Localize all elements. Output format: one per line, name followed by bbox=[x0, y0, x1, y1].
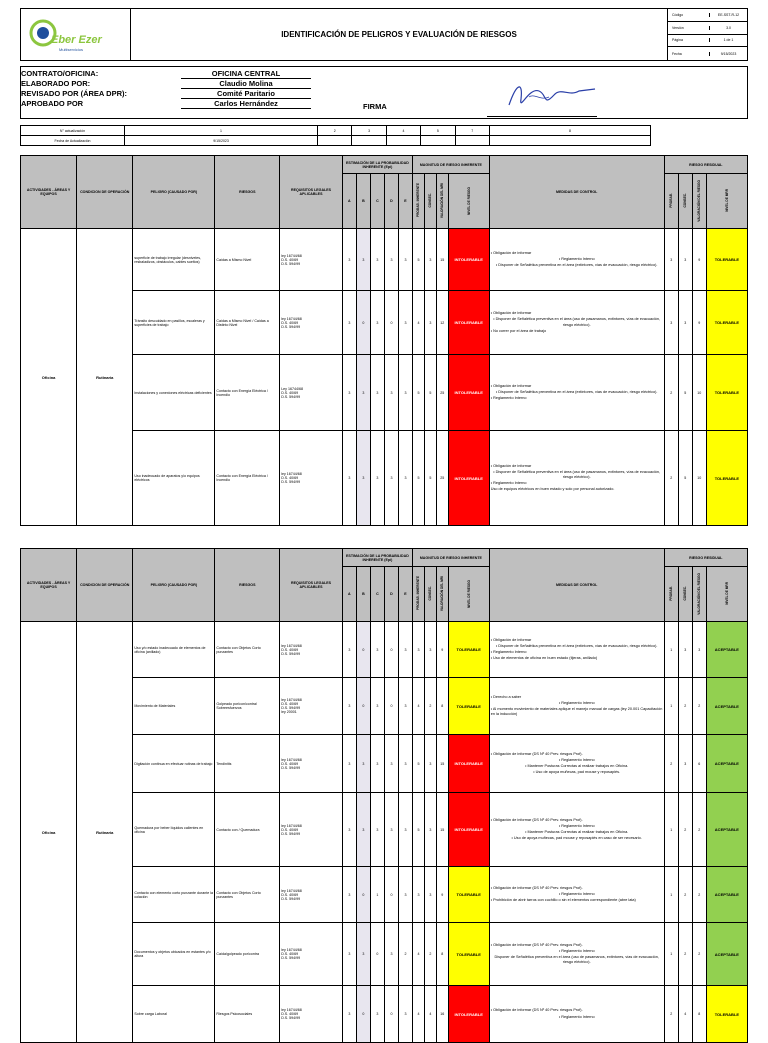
peligro-cell: Quemadura por beber líquidos calientes en oficina bbox=[133, 793, 215, 867]
requisitos-cell: ley 16744/68 D.S. 40/69 D.S. 594/99 bbox=[280, 867, 343, 923]
consecuencia-cell: 3 bbox=[424, 229, 436, 291]
epi-cell: 3 bbox=[398, 431, 412, 526]
prob-residual-cell: 2 bbox=[664, 355, 678, 431]
medida-item: • Reglamento Interno bbox=[558, 948, 595, 953]
consecuencia-cell: 5 bbox=[424, 431, 436, 526]
medida-item: • Reglamento Interno bbox=[490, 650, 527, 654]
col-riesgos: RIESGOS bbox=[215, 549, 280, 622]
medida-item: • Obligación de informar (DS Nº 40 Prev. riesgos Prof). bbox=[490, 885, 583, 890]
revisado-label: REVISADO POR (ÁREA DPR): bbox=[21, 89, 127, 98]
valoracion-residual-cell: 3 bbox=[692, 622, 706, 678]
valoracion-residual-cell: 8 bbox=[692, 986, 706, 1043]
document-title: IDENTIFICACIÓN DE PELIGROS Y EVALUACIÓN DE RIESGOS bbox=[281, 30, 517, 39]
prob-residual-cell: 3 bbox=[664, 291, 678, 355]
consecuencia-cell: 3 bbox=[424, 291, 436, 355]
epi-cell: 3 bbox=[398, 735, 412, 793]
nivel-riesgo-badge: INTOLERABLE bbox=[448, 431, 489, 526]
epi-cell: 3 bbox=[398, 867, 412, 923]
col-medidas: MEDIDAS DE CONTROL bbox=[489, 549, 664, 622]
handwritten-signature bbox=[499, 77, 609, 115]
epi-cell: 3 bbox=[342, 229, 356, 291]
epi-cell: 3 bbox=[342, 923, 356, 986]
nivel-mrr-badge: ACEPTABLE bbox=[706, 622, 747, 678]
requisitos-cell: Ley 16744/68 D.S. 40/69 D.S. 594/99 bbox=[280, 355, 343, 431]
epi-cell: 3 bbox=[384, 431, 398, 526]
nivel-riesgo-badge: TOLERABLE bbox=[448, 622, 489, 678]
epi-cell: 3 bbox=[356, 355, 370, 431]
col-estimacion: ESTIMACIÓN DE LA PROBABILIDAD INHERENTE (Epi) bbox=[342, 156, 412, 174]
col-condicion: CONDICION DE OPERACIÓN bbox=[77, 549, 133, 622]
valoracion-mri-cell: 16 bbox=[436, 986, 448, 1043]
medidas-control-cell bbox=[489, 355, 664, 431]
epi-cell: 3 bbox=[370, 986, 384, 1043]
prob-inherente-cell: 3 bbox=[413, 622, 425, 678]
actividad-cell: Oficina bbox=[21, 622, 77, 1043]
elaborado-value: Claudio Molina bbox=[181, 79, 311, 89]
consec-residual-cell: 5 bbox=[678, 355, 692, 431]
nivel-riesgo-badge: INTOLERABLE bbox=[448, 291, 489, 355]
nivel-riesgo-badge: TOLERABLE bbox=[448, 678, 489, 735]
valoracion-residual-cell: 9 bbox=[692, 291, 706, 355]
valoracion-residual-cell: 2 bbox=[692, 793, 706, 867]
medida-item: • Reglamento Interno bbox=[558, 256, 595, 261]
nivel-mrr-badge: TOLERABLE bbox=[706, 431, 747, 526]
medidas-control-cell bbox=[489, 867, 664, 923]
epi-cell: 0 bbox=[356, 678, 370, 735]
riesgo-cell: Contacto con Energía Eléctrica / Incendio bbox=[215, 355, 280, 431]
epi-cell: 0 bbox=[356, 986, 370, 1043]
prob-residual-cell: 3 bbox=[664, 229, 678, 291]
valoracion-mri-cell: 9 bbox=[436, 622, 448, 678]
valoracion-mri-cell: 8 bbox=[436, 678, 448, 735]
medidas-control-cell bbox=[489, 735, 664, 793]
medidas-control-cell bbox=[489, 923, 664, 986]
epi-cell: 3 bbox=[342, 291, 356, 355]
nivel-mrr-badge: ACEPTABLE bbox=[706, 867, 747, 923]
medida-item: Disponer de Señalética preventiva en el área (uso de pasamanos, extintores, vías de evacuación, riesgo eléctrico). bbox=[494, 955, 659, 965]
epi-cell: 3 bbox=[356, 229, 370, 291]
medida-item: • Prohibición de abrir tarros con cuchillo o sin el elementos correspondiente (abre lata) bbox=[490, 898, 636, 903]
nivel-mrr-badge: TOLERABLE bbox=[706, 229, 747, 291]
epi-cell: 3 bbox=[384, 735, 398, 793]
medida-item: • Reglamento Interno bbox=[558, 823, 595, 828]
risk-table-2: ACTIVIDADES - ÁREAS Y EQUIPOS CONDICION DE OPERACIÓN PELIGRO (CAUSADO POR) RIESGOS REQUISITOS LEGALES APLICABLES ESTIMACIÓN DE LA PROBABILIDAD INHERENTE (Epi) MAGNITUD DE RIESGO INHERENTE MEDIDAS DE CONTROL RIESGO RESIDUAL A B C D E PROBAB. INHERENTE CONSEC. VALORACIÓN DEL MRI NIVEL DE RIESGO PROBAB. CONSEC. VALORACIÓN DEL RIESGO NIVEL DE MRR Oficina Rutinaria Uso y/o estado inadecuado de elementos de oficina (anillado) Contacto con Objetos Corto punzantes ley 16744/68 D.S. 40/69 D.S. 594/99 3 0 3 0 3 3 3 9 TOLERABLE • Obligación de informar • Disponer de Señalética preventiva en el área (extintores, vías de evacuación, riesgo eléctrico). • Reglamento Interno • Uso de elementos de oficina en buen estado (tijeras, anillado) 1 3 3 ACEPTABLE Movimiento de Materiales Golpeado por/con/contra/ Sobreesfuerzos ley 16744/68 D.S. 40/69 D.S. 594/99 ley 20001 3 0 3 0 3 4 2 8 TOLERABLE • Derecho a saber • Reglamento Interno • Al momento movimiento de materiales aplique el manejo manual de cargas (ley 20.001 Capacitación en la inducción) 1 2 2 ACEPTABLE Digitación continua en efectuar rutinas de trabajo Tendinitis ley 16744/68 D.S. 40/69 D.S. 594/99 3 3 3 3 3 5 3 15 INTOLERABLE • Obligación de informar (DS Nº 40 Prev. riesgos Prof). • Reglamento Interno • Mantener Posturas Correctas al realizar trabajos en Oficina. • Uso de apoya muñecas, pad mouse y reposapiés. 2 3 6 ACEPTABLE Quemadura por beber líquidos calientes en oficina Contacto con / Quemadura ley 16744/68 D.S. 40/69 D.S. 594/99 3 3 3 3 3 5 3 15 INTOLERABLE • Obligación de informar (DS Nº 40 Prev. riesgos Prof). • Reglamento Interno • Mantener Posturas Correctas al realizar trabajos en Oficina. • Uso de apoya muñecas, pad mouse y reposapiés en caso de ser necesario. 1 2 2 ACEPTABLE Contacto con elemento corto punzante durante la colación Contacto con Objetos Corto punzantes ley 16744/68 D.S. 40/69 D.S. 594/99 3 0 1 0 3 3 3 9 TOLERABLE • Obligación de informar (DS Nº 40 Prev. riesgos Prof). • Reglamento Interno • Prohibición de abrir tarros con cuchillo o sin el elementos correspondiente (abre lata) 1 2 2 ACEPTABLE Documentos y objetos ubicados en estantes y/o altura Caída/golpeado por/contra ley 16744/68 D.S. 40/69 D.S. 594/99 3 3 0 3 2 4 2 8 TOLERABLE • Obligación de informar (DS Nº 40 Prev. riesgos Prof). • Reglamento Interno Disponer de Señalética preventiva en el área (uso de pasamanos, extintores, vías de evacuación, riesgo eléctrico). 1 2 2 ACEPTABLE Sobre carga Laboral Riesgos Psicosociales ley 16744/68 D.S. 40/69 D.S. 594/99 3 0 3 0 3 4 4 16 INTOLERABLE • Obligación de informar (DS Nº 40 Prev. riesgos Prof). • Reglamento Interno 2 4 8 TOLERABLE bbox=[20, 548, 748, 1043]
epi-cell: 0 bbox=[384, 622, 398, 678]
prob-inherente-cell: 4 bbox=[413, 291, 425, 355]
medida-item: • Obligación de informar (DS Nº 40 Prev. riesgos Prof). bbox=[490, 942, 583, 947]
eber-ezer-logo-icon bbox=[21, 9, 129, 59]
epi-cell: 3 bbox=[398, 355, 412, 431]
medida-item: • Disponer de Señalética preventiva en el área (uso de pasamanos, extintores, vías de evacuación, riesgo eléctrico). bbox=[493, 317, 661, 327]
prob-residual-cell: 2 bbox=[664, 431, 678, 526]
epi-cell: 3 bbox=[398, 622, 412, 678]
epi-cell: 3 bbox=[370, 735, 384, 793]
medida-item: • Derecho a saber bbox=[490, 694, 522, 699]
medida-item: • Obligación de informar bbox=[490, 463, 532, 468]
riesgo-cell: Caídas a Mismo Nivel bbox=[215, 229, 280, 291]
riesgo-cell: Contacto con Energía Eléctrica / Incendio bbox=[215, 431, 280, 526]
riesgo-cell: Caídas a Mismo Nivel / Caídas a Distinto Nivel bbox=[215, 291, 280, 355]
valoracion-mri-cell: 8 bbox=[436, 923, 448, 986]
valoracion-mri-cell: 15 bbox=[436, 735, 448, 793]
requisitos-cell: ley 16744/68 D.S. 40/69 D.S. 594/99 bbox=[280, 622, 343, 678]
update-date-label: Fecha de Actualización bbox=[21, 136, 125, 146]
contract-info bbox=[20, 66, 748, 119]
nivel-mrr-badge: ACEPTABLE bbox=[706, 735, 747, 793]
nivel-mrr-badge: ACEPTABLE bbox=[706, 793, 747, 867]
epi-cell: 3 bbox=[356, 735, 370, 793]
epi-cell: 0 bbox=[384, 867, 398, 923]
epi-cell: 0 bbox=[384, 986, 398, 1043]
epi-cell: 3 bbox=[384, 355, 398, 431]
medidas-control-cell bbox=[489, 622, 664, 678]
valoracion-mri-cell: 9 bbox=[436, 867, 448, 923]
medidas-control-cell bbox=[489, 793, 664, 867]
consecuencia-cell: 3 bbox=[424, 622, 436, 678]
col-magnitud: MAGNITUD DE RIESGO INHERENTE bbox=[413, 549, 490, 567]
aprobado-label: APROBADO POR bbox=[21, 99, 84, 108]
medida-item: • Reglamento Interno bbox=[558, 1014, 595, 1019]
medida-item: • Disponer de Señalética preventiva en el área (extintores, vías de evacuación, riesgo eléctrico). bbox=[495, 389, 658, 394]
epi-cell: 3 bbox=[398, 291, 412, 355]
table-row bbox=[21, 622, 748, 678]
medida-item: • Mantener Posturas Correctas al realizar trabajos en Oficina. bbox=[525, 830, 629, 834]
prob-inherente-cell: 4 bbox=[413, 678, 425, 735]
epi-cell: 3 bbox=[370, 291, 384, 355]
valoracion-mri-cell: 15 bbox=[436, 229, 448, 291]
document-header bbox=[20, 8, 748, 61]
col-condicion: CONDICION DE OPERACIÓN bbox=[77, 156, 133, 229]
requisitos-cell: ley 16744/68 D.S. 40/69 D.S. 594/99 bbox=[280, 229, 343, 291]
consec-residual-cell: 2 bbox=[678, 923, 692, 986]
epi-cell: 3 bbox=[370, 355, 384, 431]
consec-residual-cell: 2 bbox=[678, 678, 692, 735]
medida-item: • Uso de elementos de oficina en buen estado (tijeras, anillado) bbox=[490, 656, 598, 661]
risk-table-1: ACTIVIDADES - ÁREAS Y EQUIPOS CONDICION DE OPERACIÓN PELIGRO (CAUSADO POR) RIESGOS REQUISITOS LEGALES APLICABLES ESTIMACIÓN DE LA PROBABILIDAD INHERENTE (Epi) MAGNITUD DE RIESGO INHERENTE MEDIDAS DE CONTROL RIESGO RESIDUAL A B C D E PROBAB. INHERENTE CONSEC. VALORACIÓN DEL MRI NIVEL DE RIESGO PROBAB. CONSEC. VALORACIÓN DEL RIESGO NIVEL DE MRR Oficina Rutinaria superficie de trabajo irregular (desniveles, resbaladizos, obstáculos, cables sueltos) Caídas a Mismo Nivel ley 16744/68 D.S. 40/69 D.S. 594/99 3 3 3 3 3 5 3 15 INTOLERABLE • Obligación de informar • Reglamento Interno • Disponer de Señalética preventiva en el área (extintores, vías de evacuación, riesgo eléctrico). 3 3 9 TOLERABLE Tránsito descuidado en pasillos, escaleras y superficies de trabajo Caídas a Mismo Nivel / Caídas a Distinto Nivel ley 16744/68 D.S. 40/69 D.S. 594/99 3 0 3 0 3 4 3 12 INTOLERABLE • Obligación de informar • Disponer de Señalética preventiva en el área (uso de pasamanos, extintores, vías de evacuación, riesgo eléctrico). • No correr por el área de trabajo 3 3 9 TOLERABLE Instalaciones y conexiones eléctricas deficientes Contacto con Energía Eléctrica / Incendio Ley 16744/68 D.S. 40/69 D.S. 594/99 3 3 3 3 3 5 5 25 INTOLERABLE • Obligación de informar • Disponer de Señalética preventiva en el área (extintores, vías de evacuación, riesgo eléctrico). • Reglamento Interno 2 5 10 TOLERABLE Uso inadecuado de aparatos y/o equipos eléctricos Contacto con Energía Eléctrica / Incendio ley 16744/68 D.S. 40/69 D.S. 594/99 3 3 3 3 3 5 5 25 INTOLERABLE • Obligación de informar • Disponer de Señalética preventiva en el área (uso de pasamanos, extintores, vías de evacuación, riesgo eléctrico). • Reglamento Interno Uso de equipos eléctricos en buen estado y solo por personal autorizado. 2 5 10 TOLERABLE bbox=[20, 155, 748, 526]
peligro-cell: Sobre carga Laboral bbox=[133, 986, 215, 1043]
epi-cell: 3 bbox=[342, 793, 356, 867]
medida-item: Uso de equipos eléctricos en buen estado y solo por personal autorizado. bbox=[490, 487, 615, 492]
epi-cell: 3 bbox=[398, 986, 412, 1043]
requisitos-cell: ley 16744/68 D.S. 40/69 D.S. 594/99 ley 20001 bbox=[280, 678, 343, 735]
epi-cell: 3 bbox=[356, 431, 370, 526]
epi-cell: 3 bbox=[370, 793, 384, 867]
medidas-control-cell bbox=[489, 431, 664, 526]
elaborado-label: ELABORADO POR: bbox=[21, 79, 91, 88]
prob-residual-cell: 1 bbox=[664, 923, 678, 986]
col-requisitos: REQUISITOS LEGALES APLICABLES bbox=[280, 549, 343, 622]
prob-residual-cell: 2 bbox=[664, 986, 678, 1043]
riesgo-cell: Riesgos Psicosociales bbox=[215, 986, 280, 1043]
epi-cell: 3 bbox=[342, 735, 356, 793]
consec-residual-cell: 3 bbox=[678, 622, 692, 678]
actividad-cell: Oficina bbox=[21, 229, 77, 526]
peligro-cell: superficie de trabajo irregular (desniveles, resbaladizos, obstáculos, cables sueltos) bbox=[133, 229, 215, 291]
medida-item: • Reglamento Interno bbox=[490, 481, 527, 486]
svg-text:Eber Ezer: Eber Ezer bbox=[51, 34, 102, 46]
medidas-control-cell bbox=[489, 986, 664, 1043]
valoracion-mri-cell: 12 bbox=[436, 291, 448, 355]
nivel-riesgo-badge: INTOLERABLE bbox=[448, 986, 489, 1043]
epi-cell: 3 bbox=[370, 229, 384, 291]
medida-item: • Obligación de informar (DS Nº 40 Prev. riesgos Prof). bbox=[490, 817, 583, 822]
epi-cell: 0 bbox=[356, 291, 370, 355]
medida-item: • Obligación de informar (DS Nº 40 Prev. riesgos Prof). bbox=[490, 1008, 583, 1013]
update-table: N° actualización 1 2 3 4 5 7 8 Fecha de Actualización 9/15/2023 bbox=[20, 125, 651, 146]
riesgo-cell: Contacto con / Quemadura bbox=[215, 793, 280, 867]
epi-cell: 3 bbox=[342, 867, 356, 923]
peligro-cell: Contacto con elemento corto punzante durante la colación bbox=[133, 867, 215, 923]
col-medidas: MEDIDAS DE CONTROL bbox=[489, 156, 664, 229]
epi-cell: 3 bbox=[384, 923, 398, 986]
col-residual: RIESGO RESIDUAL bbox=[664, 549, 747, 567]
epi-cell: 3 bbox=[370, 622, 384, 678]
consecuencia-cell: 4 bbox=[424, 986, 436, 1043]
nivel-mrr-badge: TOLERABLE bbox=[706, 355, 747, 431]
col-actividades: ACTIVIDADES - ÁREAS Y EQUIPOS bbox=[21, 549, 77, 622]
peligro-cell: Instalaciones y conexiones eléctricas deficientes bbox=[133, 355, 215, 431]
epi-cell: 0 bbox=[384, 678, 398, 735]
consecuencia-cell: 3 bbox=[424, 867, 436, 923]
requisitos-cell: ley 16744/68 D.S. 40/69 D.S. 594/99 bbox=[280, 923, 343, 986]
epi-cell: 3 bbox=[384, 793, 398, 867]
peligro-cell: Uso inadecuado de aparatos y/o equipos eléctricos bbox=[133, 431, 215, 526]
col-peligro: PELIGRO (CAUSADO POR) bbox=[133, 549, 215, 622]
nivel-riesgo-badge: TOLERABLE bbox=[448, 867, 489, 923]
medidas-control-cell bbox=[489, 229, 664, 291]
epi-cell: 0 bbox=[384, 291, 398, 355]
svg-text:Multiservicios: Multiservicios bbox=[59, 47, 84, 52]
valoracion-residual-cell: 6 bbox=[692, 735, 706, 793]
nivel-riesgo-badge: INTOLERABLE bbox=[448, 793, 489, 867]
consecuencia-cell: 2 bbox=[424, 678, 436, 735]
medida-item: • Obligación de informar (DS Nº 40 Prev. riesgos Prof). bbox=[490, 751, 583, 756]
medidas-control-cell bbox=[489, 291, 664, 355]
epi-cell: 3 bbox=[370, 431, 384, 526]
medida-item: • Reglamento Interno bbox=[558, 700, 595, 705]
requisitos-cell: ley 16744/68 D.S. 40/69 D.S. 594/99 bbox=[280, 986, 343, 1043]
contrato-value: OFICINA CENTRAL bbox=[181, 69, 311, 79]
firma-label: FIRMA bbox=[363, 102, 387, 111]
col-actividades: ACTIVIDADES - ÁREAS Y EQUIPOS bbox=[21, 156, 77, 229]
epi-cell: 3 bbox=[398, 678, 412, 735]
epi-cell: 3 bbox=[398, 229, 412, 291]
medida-item: • Obligación de informar bbox=[490, 637, 532, 642]
medida-item: • Obligación de informar bbox=[490, 311, 532, 316]
prob-inherente-cell: 5 bbox=[413, 355, 425, 431]
document-meta: Código EE-SST-R-12 Versión 3.0 Página 1 de 1 Fecha 9/15/2023 bbox=[667, 9, 747, 60]
col-estimacion: ESTIMACIÓN DE LA PROBABILIDAD INHERENTE (Epi) bbox=[342, 549, 412, 567]
epi-cell: 0 bbox=[370, 923, 384, 986]
epi-cell: 3 bbox=[398, 793, 412, 867]
peligro-cell: Documentos y objetos ubicados en estantes y/o altura bbox=[133, 923, 215, 986]
valoracion-mri-cell: 15 bbox=[436, 793, 448, 867]
nivel-mrr-badge: ACEPTABLE bbox=[706, 678, 747, 735]
contrato-label: CONTRATO/OFICINA: bbox=[21, 69, 99, 78]
prob-residual-cell: 1 bbox=[664, 622, 678, 678]
medida-item: • Mantener Posturas Correctas al realizar trabajos en Oficina. bbox=[525, 764, 629, 768]
prob-residual-cell: 1 bbox=[664, 678, 678, 735]
peligro-cell: Tránsito descuidado en pasillos, escaleras y superficies de trabajo bbox=[133, 291, 215, 355]
consec-residual-cell: 4 bbox=[678, 986, 692, 1043]
epi-cell: 3 bbox=[342, 431, 356, 526]
medidas-control-cell bbox=[489, 678, 664, 735]
medida-item: • No correr por el área de trabajo bbox=[490, 328, 547, 333]
prob-residual-cell: 2 bbox=[664, 735, 678, 793]
medida-item: • Uso de apoya muñecas, pad mouse y reposapiés. bbox=[533, 770, 621, 775]
nivel-riesgo-badge: TOLERABLE bbox=[448, 923, 489, 986]
riesgo-cell: Golpeado por/con/contra/ Sobreesfuerzos bbox=[215, 678, 280, 735]
nivel-riesgo-badge: INTOLERABLE bbox=[448, 355, 489, 431]
valoracion-residual-cell: 10 bbox=[692, 355, 706, 431]
consec-residual-cell: 3 bbox=[678, 229, 692, 291]
epi-cell: 0 bbox=[356, 867, 370, 923]
requisitos-cell: ley 16744/68 D.S. 40/69 D.S. 594/99 bbox=[280, 793, 343, 867]
consec-residual-cell: 2 bbox=[678, 867, 692, 923]
riesgo-cell: Caída/golpeado por/contra bbox=[215, 923, 280, 986]
valoracion-mri-cell: 25 bbox=[436, 431, 448, 526]
nivel-riesgo-badge: INTOLERABLE bbox=[448, 735, 489, 793]
valoracion-residual-cell: 2 bbox=[692, 923, 706, 986]
valoracion-mri-cell: 25 bbox=[436, 355, 448, 431]
requisitos-cell: ley 16744/68 D.S. 40/69 D.S. 594/99 bbox=[280, 735, 343, 793]
medida-item: • Reglamento Interno bbox=[490, 396, 527, 401]
prob-inherente-cell: 4 bbox=[413, 986, 425, 1043]
nivel-riesgo-badge: INTOLERABLE bbox=[448, 229, 489, 291]
col-riesgos: RIESGOS bbox=[215, 156, 280, 229]
consec-residual-cell: 5 bbox=[678, 431, 692, 526]
prob-inherente-cell: 4 bbox=[413, 923, 425, 986]
epi-cell: 1 bbox=[370, 867, 384, 923]
medida-item: • Reglamento Interno bbox=[558, 757, 595, 762]
medida-item: • Uso de apoya muñecas, pad mouse y reposapiés en caso de ser necesario. bbox=[511, 836, 642, 841]
epi-cell: 3 bbox=[342, 622, 356, 678]
prob-inherente-cell: 5 bbox=[413, 431, 425, 526]
medida-item: • Disponer de Señalética preventiva en el área (extintores, vías de evacuación, riesgo eléctrico). bbox=[495, 643, 658, 648]
medida-item: • Reglamento Interno bbox=[558, 891, 595, 896]
medida-item: • Disponer de Señalética preventiva en el área (uso de pasamanos, extintores, vías de evacuación, riesgo eléctrico). bbox=[493, 469, 661, 479]
epi-cell: 3 bbox=[356, 793, 370, 867]
epi-cell: 3 bbox=[342, 355, 356, 431]
consecuencia-cell: 5 bbox=[424, 355, 436, 431]
peligro-cell: Uso y/o estado inadecuado de elementos de oficina (anillado) bbox=[133, 622, 215, 678]
epi-cell: 3 bbox=[356, 923, 370, 986]
prob-residual-cell: 1 bbox=[664, 867, 678, 923]
nivel-mrr-badge: ACEPTABLE bbox=[706, 923, 747, 986]
nivel-mrr-badge: TOLERABLE bbox=[706, 291, 747, 355]
medida-item: • Obligación de informar bbox=[490, 383, 532, 388]
consecuencia-cell: 3 bbox=[424, 735, 436, 793]
riesgo-cell: Contacto con Objetos Corto punzantes bbox=[215, 622, 280, 678]
medida-item: • Al momento movimiento de materiales aplique el manejo manual de cargas (ley 20.001 Capacitación en la inducción) bbox=[490, 707, 663, 717]
consec-residual-cell: 3 bbox=[678, 291, 692, 355]
epi-cell: 3 bbox=[370, 678, 384, 735]
company-logo bbox=[21, 9, 131, 60]
medida-item: • Obligación de informar bbox=[490, 250, 532, 255]
prob-residual-cell: 1 bbox=[664, 793, 678, 867]
table-row bbox=[21, 229, 748, 291]
epi-cell: 3 bbox=[342, 678, 356, 735]
consecuencia-cell: 3 bbox=[424, 793, 436, 867]
prob-inherente-cell: 5 bbox=[413, 229, 425, 291]
valoracion-residual-cell: 2 bbox=[692, 678, 706, 735]
prob-inherente-cell: 3 bbox=[413, 867, 425, 923]
condicion-cell: Rutinaria bbox=[77, 622, 133, 1043]
valoracion-residual-cell: 2 bbox=[692, 867, 706, 923]
peligro-cell: Digitación continua en efectuar rutinas de trabajo bbox=[133, 735, 215, 793]
riesgo-cell: Tendinitis bbox=[215, 735, 280, 793]
epi-cell: 0 bbox=[356, 622, 370, 678]
consec-residual-cell: 2 bbox=[678, 793, 692, 867]
medida-item: • Disponer de Señalética preventiva en el área (extintores, vías de evacuación, riesgo eléctrico). bbox=[495, 263, 658, 268]
epi-cell: 2 bbox=[398, 923, 412, 986]
nivel-mrr-badge: TOLERABLE bbox=[706, 986, 747, 1043]
col-peligro: PELIGRO (CAUSADO POR) bbox=[133, 156, 215, 229]
col-residual: RIESGO RESIDUAL bbox=[664, 156, 747, 174]
peligro-cell: Movimiento de Materiales bbox=[133, 678, 215, 735]
update-number-label: N° actualización bbox=[21, 126, 125, 136]
col-requisitos: REQUISITOS LEGALES APLICABLES bbox=[280, 156, 343, 229]
revisado-value: Comité Paritario bbox=[181, 89, 311, 99]
valoracion-residual-cell: 10 bbox=[692, 431, 706, 526]
condicion-cell: Rutinaria bbox=[77, 229, 133, 526]
prob-inherente-cell: 5 bbox=[413, 735, 425, 793]
col-magnitud: MAGNITUD DE RIESGO INHERENTE bbox=[413, 156, 490, 174]
valoracion-residual-cell: 9 bbox=[692, 229, 706, 291]
requisitos-cell: ley 16744/68 D.S. 40/69 D.S. 594/99 bbox=[280, 291, 343, 355]
prob-inherente-cell: 5 bbox=[413, 793, 425, 867]
consec-residual-cell: 3 bbox=[678, 735, 692, 793]
riesgo-cell: Contacto con Objetos Corto punzantes bbox=[215, 867, 280, 923]
epi-cell: 3 bbox=[342, 986, 356, 1043]
consecuencia-cell: 2 bbox=[424, 923, 436, 986]
signature-line bbox=[487, 116, 597, 117]
aprobado-value: Carlos Hernández bbox=[181, 99, 311, 109]
epi-cell: 3 bbox=[384, 229, 398, 291]
requisitos-cell: ley 16744/68 D.S. 40/69 D.S. 594/99 bbox=[280, 431, 343, 526]
